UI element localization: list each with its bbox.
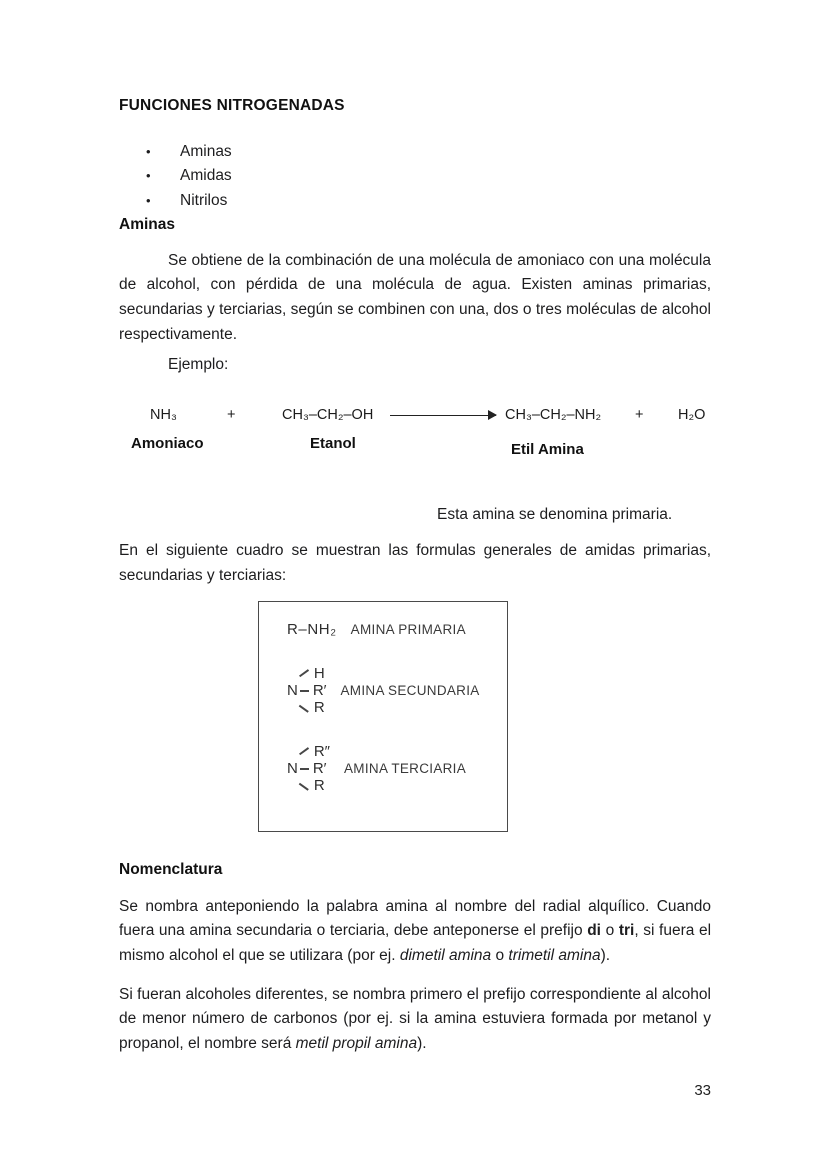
label-amoniaco: Amoniaco <box>131 434 204 452</box>
page-content <box>119 94 711 1056</box>
secondary-amine-row <box>287 665 507 716</box>
bond-row <box>299 699 327 716</box>
tertiary-amine-row <box>287 743 507 794</box>
reaction-arrow-icon <box>390 415 496 417</box>
formula-ammonia: NH₃ <box>150 406 177 423</box>
table-intro-paragraph: En el siguiente cuadro se muestran las formulas generales de amidas primarias, secundarias y terciarias: <box>119 542 711 584</box>
tertiary-amine-structure <box>287 743 330 794</box>
substituent: R <box>313 777 325 795</box>
amine-formulas-box <box>258 601 508 832</box>
list-item-label: Aminas <box>180 142 232 160</box>
plus-sign: + <box>227 406 236 423</box>
list-item <box>119 140 711 165</box>
bond-icon <box>299 705 309 713</box>
tertiary-amine-label: AMINA TERCIARIA <box>344 761 467 777</box>
bullet-icon: • <box>146 168 151 184</box>
example-label: Ejemplo: <box>168 356 229 374</box>
bond-icon <box>299 783 309 791</box>
page-title: FUNCIONES NITROGENADAS <box>119 97 345 114</box>
nitrogen-atom: N <box>287 760 298 778</box>
plus-sign: + <box>635 406 644 423</box>
list-item <box>119 164 711 189</box>
section-heading-nomenclatura: Nomenclatura <box>119 861 223 879</box>
primary-amine-label: AMINA PRIMARIA <box>350 622 466 638</box>
list-item <box>119 189 711 214</box>
bullet-icon: • <box>146 143 151 159</box>
nitrogen-atom: N <box>287 682 298 700</box>
bullet-icon: • <box>146 192 151 208</box>
primary-amine-row <box>287 621 507 638</box>
chemical-equation <box>119 402 711 466</box>
formula-water: H₂O <box>678 406 706 423</box>
bond-icon <box>300 768 309 770</box>
secondary-amine-label: AMINA SECUNDARIA <box>340 683 480 699</box>
bond-column <box>299 743 330 794</box>
substituent: H <box>313 665 325 683</box>
list-item-label: Nitrilos <box>180 191 228 209</box>
nomenclatura-paragraph-2: Si fueran alcoholes diferentes, se nombra primero el prefijo correspondiente al alcohol de menor número de carbonos (por ej. si la amina estuviera formada por metanol y propanol, el nombre será metil propil amina). <box>119 985 711 1052</box>
label-etanol: Etanol <box>310 434 356 452</box>
primary-amine-formula: R–NH₂ <box>287 621 337 639</box>
bond-row <box>299 760 330 777</box>
aminas-intro-paragraph: Se obtiene de la combinación de una molécula de amoniaco con una molécula de alcohol, con pérdida de una molécula de agua. Existen aminas primarias, secundarias y terciarias, según se combinen con una, dos o tres moléculas de alcohol respectivamente. <box>119 251 711 343</box>
formula-ethanol: CH₃–CH₂–OH <box>282 406 374 423</box>
bond-icon <box>300 690 309 692</box>
substituent: R <box>313 699 325 717</box>
label-etil-amina: Etil Amina <box>511 440 584 458</box>
section-heading-aminas: Aminas <box>119 216 175 234</box>
substituent: R″ <box>313 743 330 761</box>
page-number: 33 <box>694 1082 711 1099</box>
formula-ethylamine: CH₃–CH₂–NH₂ <box>505 406 602 423</box>
nomenclatura-paragraph-1: Se nombra anteponiendo la palabra amina al nombre del radial alquílico. Cuando fuera una amina secundaria o terciaria, debe anteponerse el prefijo di o tri, si fuera el mismo alcohol el que se utilizara (por ej. dimetil amina o trimetil amina). <box>119 897 712 965</box>
bond-icon <box>299 747 309 755</box>
primary-amine-note: Esta amina se denomina primaria. <box>437 505 673 523</box>
bond-row <box>299 682 327 699</box>
bond-row <box>299 743 330 760</box>
bond-column <box>299 665 327 716</box>
secondary-amine-structure <box>287 665 327 716</box>
list-item-label: Amidas <box>180 167 232 185</box>
substituent: R′ <box>312 682 327 700</box>
bond-row <box>299 777 330 794</box>
bullet-list <box>119 140 711 214</box>
bond-icon <box>299 669 309 677</box>
substituent: R′ <box>312 760 327 778</box>
bond-row <box>299 665 327 682</box>
